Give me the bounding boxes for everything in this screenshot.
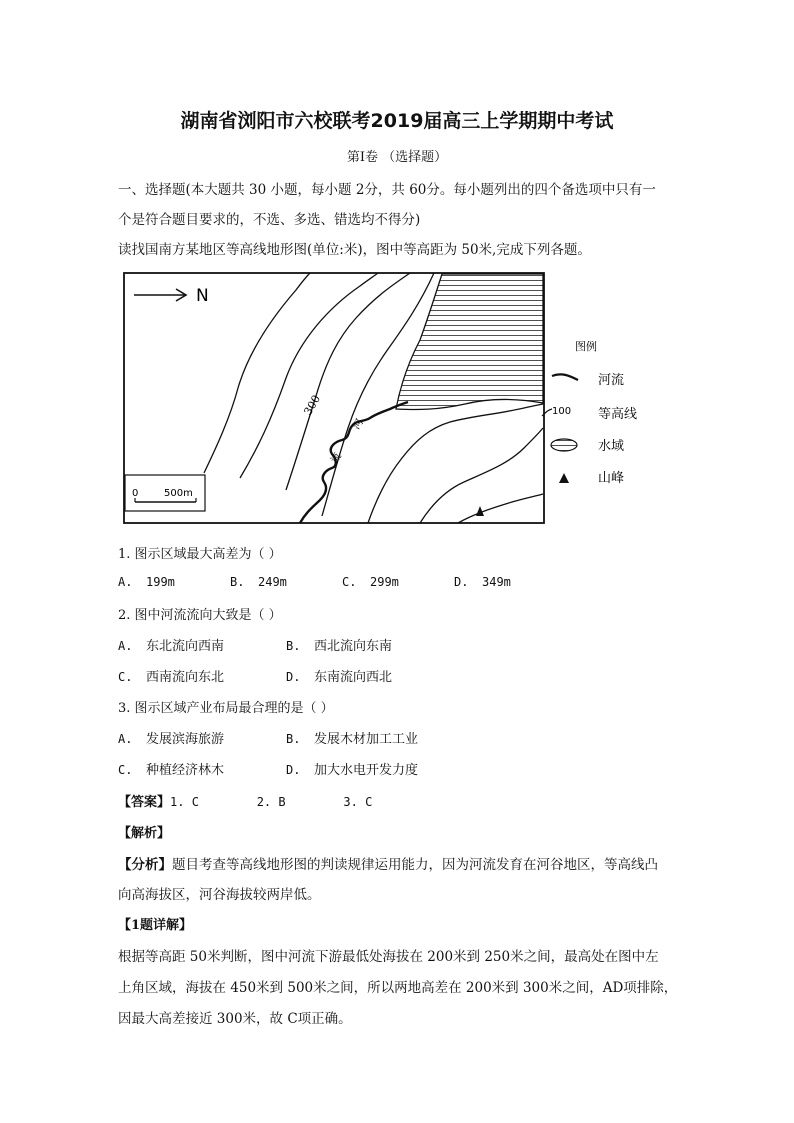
scale-zero-label: 0 [132, 488, 139, 499]
question-3-options-row-2 [118, 759, 418, 778]
question-1-options [118, 575, 511, 590]
option[interactable]: C. 西南流向东北 [118, 670, 225, 685]
question-2-stem: 2. 图中河流流向大致是（ ） [118, 608, 282, 623]
option[interactable]: C. 299m [342, 575, 399, 589]
instructions-line-3: 读找国南方某地区等高线地形图(单位:米)，图中等高距为 50米,完成下列各题。 [118, 242, 591, 258]
legend-peak-icon [559, 473, 569, 483]
option[interactable]: B. 发展木材加工工业 [286, 732, 419, 747]
legend-water-label: 水域 [598, 439, 625, 454]
north-arrow-icon [134, 289, 186, 301]
north-label: N [196, 286, 209, 306]
river-label-1: 河 [351, 417, 366, 432]
detail-line-3: 因最大高差接近 300米，故 C项正确。 [118, 1011, 352, 1027]
sea-area [396, 274, 543, 409]
option[interactable]: A. 199m [118, 575, 175, 589]
peak-icon [476, 506, 484, 516]
analysis-heading: 【解析】 [118, 826, 171, 841]
answer-text: 1. C 2. B 3. C [170, 795, 373, 809]
contour-line [204, 273, 310, 473]
legend-contour-sample: 100 [552, 406, 572, 417]
fenxi-line-2: 向高海拔区，河谷海拔较两岸低。 [118, 887, 321, 903]
option[interactable]: D. 东南流向西北 [286, 670, 393, 685]
option[interactable]: A. 东北流向西南 [118, 639, 225, 654]
contour-map-figure [120, 268, 680, 530]
contour-line [368, 404, 543, 523]
option[interactable]: D. 349m [454, 575, 511, 589]
question-1-stem: 1. 图示区域最大高差为（ ） [118, 547, 282, 562]
fenxi-text-1: 题目考查等高线地形图的判读规律运用能力，因为河流发育在河谷地区，等高线凸 [172, 857, 658, 873]
instructions-line-2: 个是符合题目要求的，不选、多选、错选均不得分) [118, 212, 421, 228]
legend-river-label: 河流 [598, 373, 625, 388]
question-3-options-row-1 [118, 728, 418, 747]
instructions-line-1: 一、选择题(本大题共 30 小题，每小题 2分，共 60分。每小题列出的四个备选项中只有一 [118, 182, 656, 198]
legend-title: 图例 [575, 340, 597, 353]
contour-value-label: 300 [301, 392, 324, 418]
detail-heading: 【1题详解】 [118, 918, 193, 933]
page-title: 湖南省浏阳市六校联考2019届高三上学期期中考试 [180, 110, 614, 132]
answer-line [118, 791, 372, 810]
legend-water-icon [551, 439, 577, 451]
legend-river-icon [552, 374, 578, 380]
question-3-stem: 3. 图示区域产业布局最合理的是（ ） [118, 701, 334, 716]
option[interactable]: C. 种植经济林木 [118, 763, 225, 778]
question-2-options-row-2 [118, 666, 392, 685]
question-2-options-row-1 [118, 635, 392, 654]
answer-heading: 【答案】 [118, 795, 171, 810]
option[interactable]: B. 西北流向东南 [286, 639, 393, 654]
contour-line [458, 494, 543, 523]
fenxi-line-1 [118, 853, 658, 873]
option[interactable]: B. 249m [230, 575, 287, 589]
section-subtitle: 第I卷 （选择题） [346, 150, 448, 165]
detail-line-1: 根据等高距 50米判断，图中河流下游最低处海拔在 200米到 250米之间，最高处在图中左 [118, 949, 659, 965]
detail-line-2: 上角区域，海拔在 450米到 500米之间，所以两地高差在 200米到 300米之间，AD项排除， [118, 980, 678, 996]
fenxi-heading: 【分析】 [118, 857, 172, 873]
option[interactable]: A. 发展滨海旅游 [118, 732, 225, 747]
contour-line [286, 273, 410, 490]
scale-distance-label: 500m [164, 488, 193, 499]
contour-line [240, 273, 378, 478]
legend-peak-label: 山峰 [598, 471, 625, 486]
legend-contour-label: 等高线 [598, 407, 638, 422]
option[interactable]: D. 加大水电开发力度 [286, 763, 419, 778]
contour-line [420, 428, 543, 523]
river-label-2: 流 [329, 451, 344, 466]
